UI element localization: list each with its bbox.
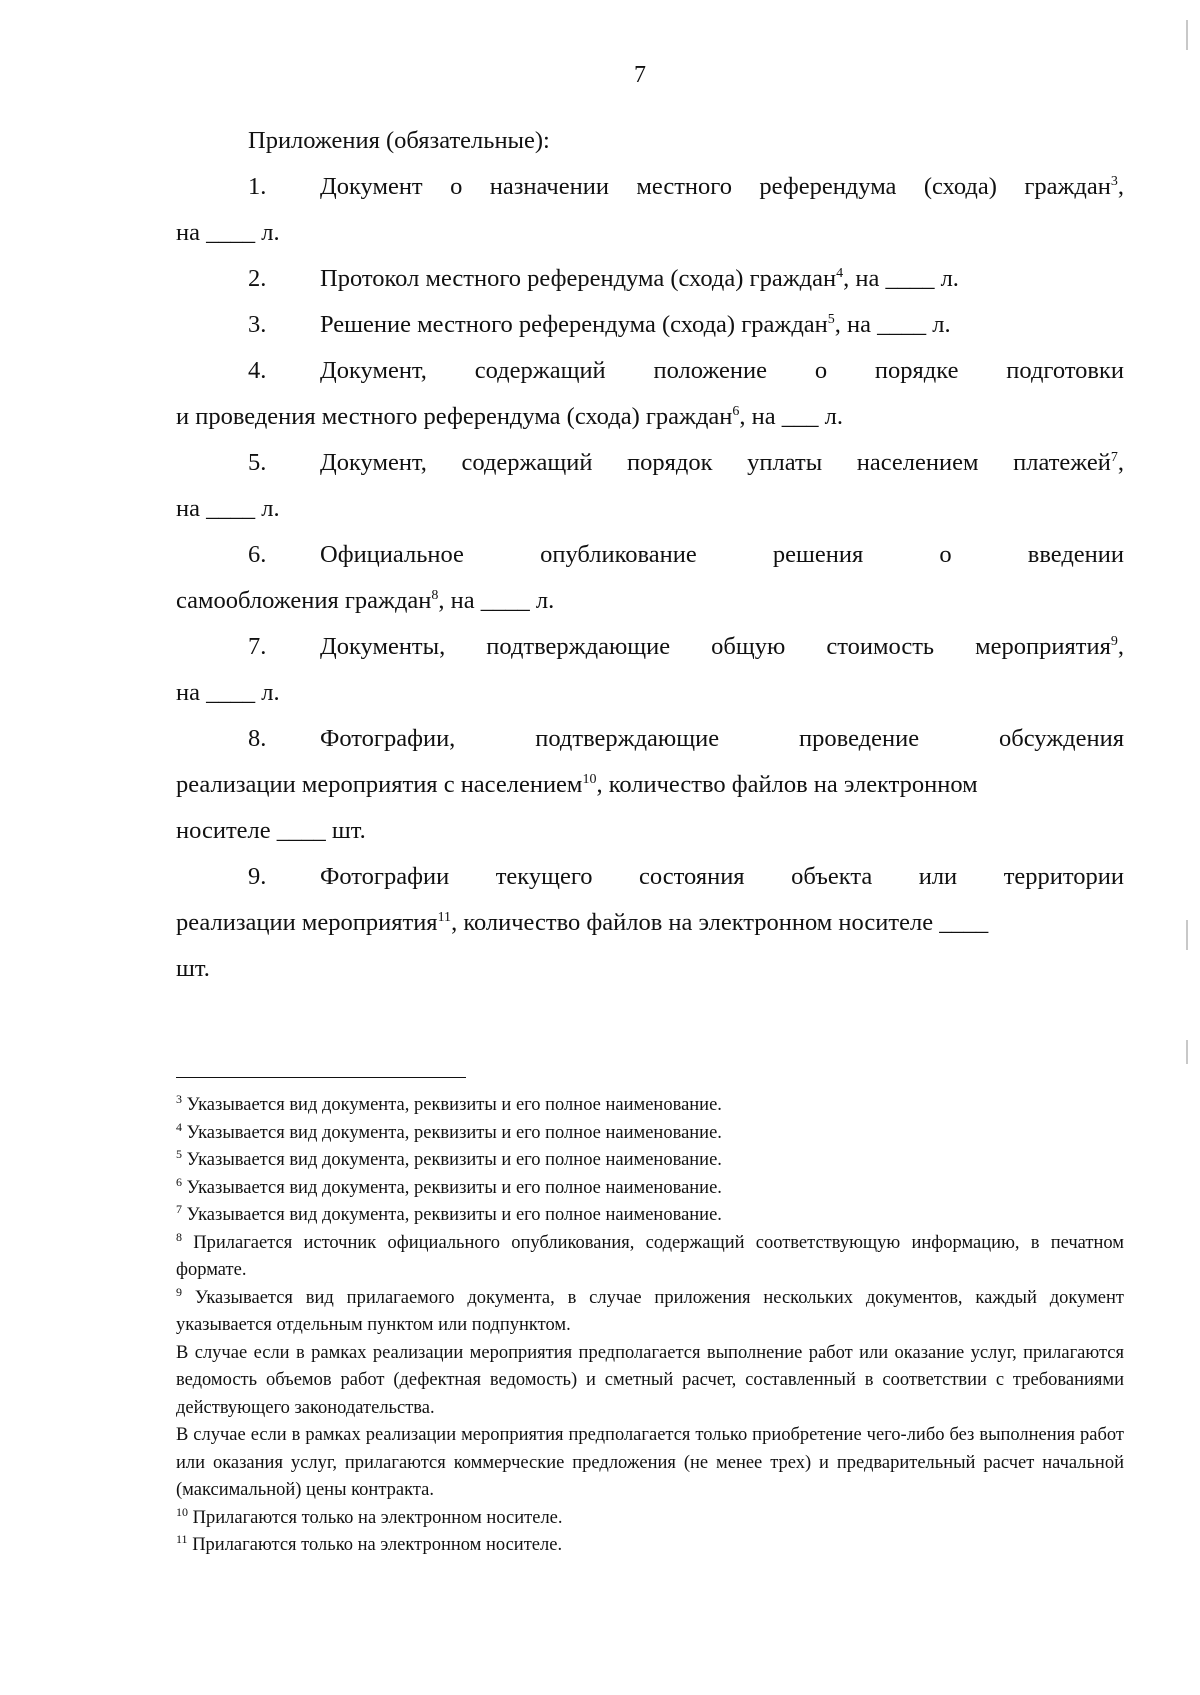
footnote: $^7$ Указывается вид документа, реквизиты и его полное наименование.: [176, 1201, 722, 1225]
attachment-item-6: [176, 532, 1124, 624]
item-continuation: самообложения граждан$^8$, на ____ л.: [176, 587, 555, 614]
attachment-item-3: [176, 302, 1124, 348]
attachment-item-5: [176, 440, 1124, 532]
attachment-item-1: [176, 164, 1124, 256]
footnotes: [176, 1092, 1124, 1560]
item-text: Фотографии, подтверждающие проведение обсуждения: [320, 725, 1124, 752]
attachments-heading: Приложения (обязательные):: [248, 127, 550, 154]
footnote: $^9$ Указывается вид прилагаемого документа, в случае приложения нескольких документов, каждый документ указывается отдельным пунктом или подпунктом.: [176, 1284, 1124, 1335]
footnote: $^5$ Указывается вид документа, реквизиты и его полное наименование.: [176, 1146, 722, 1170]
footnote-ref: 8: [431, 587, 439, 603]
item-text: Фотографии текущего состояния объекта или территории: [320, 863, 1124, 890]
footnote-mark: 8: [176, 1229, 182, 1244]
item-number: 3.: [248, 311, 267, 338]
footnote-mark: 9: [176, 1284, 182, 1299]
item-continuation: носителе ____ шт.: [176, 817, 366, 844]
item-number: 7.: [248, 633, 267, 660]
footnote-separator: [176, 1077, 466, 1078]
footnote: $^8$ Прилагается источник официального опубликования, содержащий соответствующую информацию, в печатном формате.: [176, 1229, 1124, 1280]
item-number: 8.: [248, 725, 267, 752]
item-text: Документ, содержащий порядок уплаты населением платежей$^7$,: [320, 449, 1124, 476]
footnote-ref: 5: [827, 311, 835, 327]
attachment-item-9: [176, 854, 1124, 992]
attachment-item-2: [176, 256, 1124, 302]
attachments-section: [176, 118, 1124, 992]
footnote: $^6$ Указывается вид документа, реквизиты и его полное наименование.: [176, 1174, 722, 1198]
item-number: 4.: [248, 357, 267, 384]
footnote-ref: 6: [732, 403, 740, 419]
item-number: 5.: [248, 449, 267, 476]
item-number: 9.: [248, 863, 267, 890]
footnote: $^{10}$ Прилагаются только на электронном носителе.: [176, 1504, 563, 1528]
item-text: Документ о назначении местного референдума (схода) граждан$^3$,: [320, 173, 1124, 200]
attachment-item-7: [176, 624, 1124, 716]
footnote-mark: 5: [176, 1146, 182, 1161]
scan-artifact: [1186, 920, 1188, 950]
item-text: Решение местного референдума (схода) граждан$^5$, на ____ л.: [320, 311, 951, 338]
attachment-item-4: [176, 348, 1124, 440]
item-text: Документ, содержащий положение о порядке подготовки: [320, 357, 1124, 384]
attachment-item-8: [176, 716, 1124, 854]
footnote-ref: 3: [1110, 173, 1118, 189]
item-number: 6.: [248, 541, 267, 568]
item-continuation: шт.: [176, 955, 210, 982]
footnote: $^4$ Указывается вид документа, реквизиты и его полное наименование.: [176, 1119, 722, 1143]
footnote-ref: 11: [437, 909, 452, 925]
item-continuation: и проведения местного референдума (схода) граждан$^6$, на ___ л.: [176, 403, 843, 430]
item-number: 1.: [248, 173, 267, 200]
item-continuation: на ____ л.: [176, 679, 280, 706]
footnote-mark: 11: [176, 1531, 188, 1546]
footnote-mark: 6: [176, 1174, 182, 1189]
item-text: Официальное опубликование решения о введении: [320, 541, 1124, 568]
item-continuation: на ____ л.: [176, 495, 280, 522]
item-continuation: реализации мероприятия$^{11}$, количество файлов на электронном носителе ____: [176, 909, 989, 936]
item-number: 2.: [248, 265, 267, 292]
footnote: $^3$ Указывается вид документа, реквизиты и его полное наименование.: [176, 1091, 722, 1115]
scan-artifact: [1186, 20, 1188, 50]
footnote-ref: 7: [1110, 449, 1118, 465]
page-number: 7: [634, 62, 646, 88]
footnote-mark: 4: [176, 1119, 182, 1134]
footnote-mark: 10: [176, 1504, 188, 1519]
footnote-ref: 10: [582, 771, 597, 787]
footnote-ref: 9: [1110, 633, 1118, 649]
item-continuation: на ____ л.: [176, 219, 280, 246]
footnote-paragraph: В случае если в рамках реализации мероприятия предполагается выполнение работ или оказание услуг, прилагаются ведомость объемов работ (дефектная ведомость) и сметный расчет, составленный в соответствии с требованиями действующего законодательства.: [176, 1342, 1124, 1418]
footnote-mark: 3: [176, 1091, 182, 1106]
footnote-ref: 4: [836, 265, 844, 281]
footnote: $^{11}$ Прилагаются только на электронном носителе.: [176, 1531, 563, 1555]
scan-artifact: [1186, 1040, 1188, 1064]
item-continuation: реализации мероприятия с населением$^{10}$, количество файлов на электронном: [176, 771, 978, 798]
footnote-mark: 7: [176, 1201, 182, 1216]
item-text: Документы, подтверждающие общую стоимость мероприятия$^9$,: [320, 633, 1124, 660]
footnote-paragraph: В случае если в рамках реализации мероприятия предполагается только приобретение чего-либо без выполнения работ или оказания услуг, прилагаются коммерческие предложения (не менее трех) и предварительный расчет начальной (максимальной) цены контракта.: [176, 1425, 1124, 1500]
item-text: Протокол местного референдума (схода) граждан$^4$, на ____ л.: [320, 265, 959, 292]
